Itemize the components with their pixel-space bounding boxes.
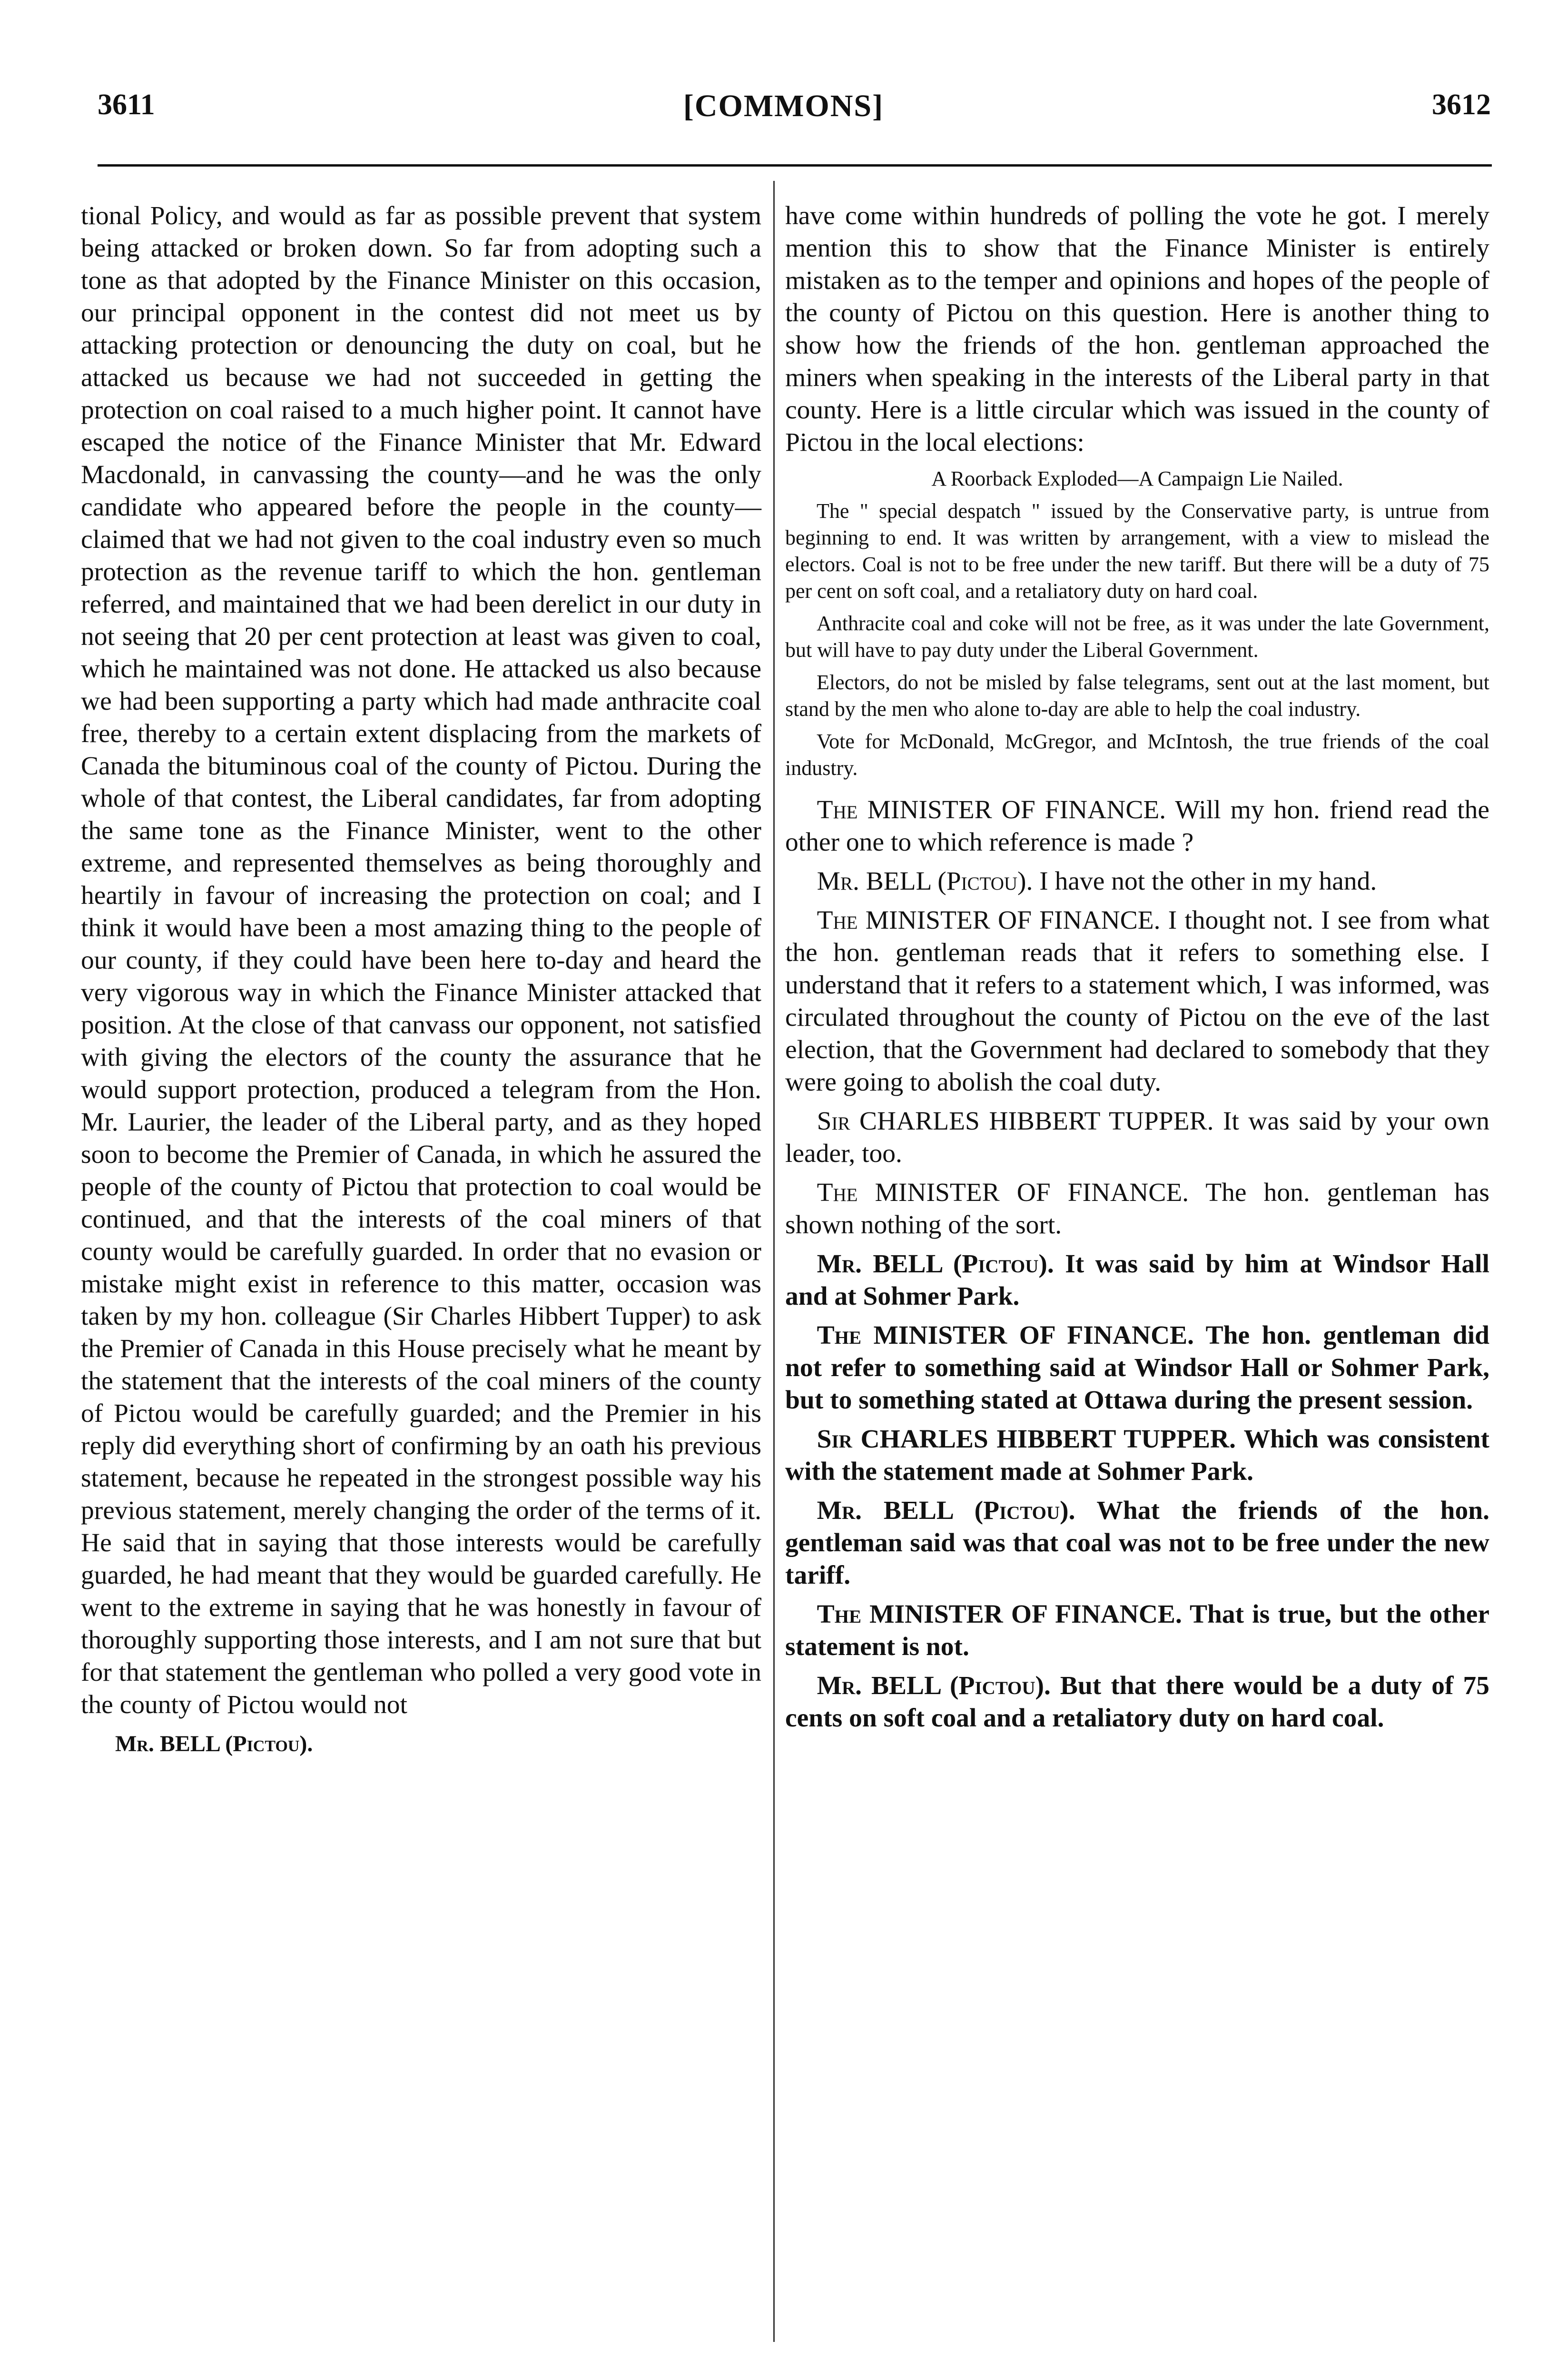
quote-paragraph-1: The " special despatch " issued by the Conservative party, is untrue from beginning to end. It was written by arrangement, with a view to mislead the electors. Coal is not to be free under the new tariff. But there will be a duty of 75 per cent on soft coal, and a retaliatory duty on hard coal. <box>785 499 1489 603</box>
speaker-name: Mr. BELL (Pictou). <box>817 1671 1051 1700</box>
speech-text: It was said by your own leader, too. <box>785 1107 1489 1168</box>
speech-text: Will my hon. friend read the other one to which reference is made ? <box>785 795 1489 857</box>
speech-text: But that there would be a duty of 75 cents on soft coal and a retaliatory duty on hard coal. <box>785 1671 1490 1733</box>
speech-text: The hon. gentleman did not refer to something said at Windsor Hall or Sohmer Park, but to something stated at Ottawa during the present session. <box>785 1321 1489 1415</box>
speech-3 <box>785 904 1489 1099</box>
speech-2 <box>785 865 1489 898</box>
column-divider <box>773 181 775 2342</box>
quote-title: A Roorback Exploded—A Campaign Lie Nailed. <box>931 467 1343 490</box>
speech-6 <box>785 1248 1489 1313</box>
circular-quote <box>785 466 1489 782</box>
left-column <box>81 200 761 1760</box>
left-paragraph-1: tional Policy, and would as far as possible prevent that system being attacked or broken down. So far from adopting such a tone as that adopted by the Finance Minister on this occasion, our principal opponent in the contest did not meet us by attacking protection or denouncing the duty on coal, but he attacked us because we had not succeeded in getting the protection on coal raised to a much higher point. It cannot have escaped the notice of the Finance Minister that Mr. Edward Macdonald, in canvassing the county—and he was the only candidate who appeared before the people in the county—claimed that we had not given to the coal industry even so much protection as the revenue tariff to which the hon. gentleman referred, and maintained that we had been derelict in our duty in not seeing that 20 per cent protection at least was given to coal, which he maintained was not done. He attacked us also because we had been supporting a party which had made anthracite coal free, thereby to a certain extent displacing from the markets of Canada the bituminous coal of the county of Pictou. During the whole of that contest, the Liberal candidates, far from adopting the same tone as the Finance Minister, went to the other extreme, and represented themselves as being thoroughly and heartily in favour of increasing the protection on coal; and I think it would have been a most amazing thing to the people of our county, if they could have been here to-day and heard the very vigorous way in which the Finance Minister attacked that position. At the close of that canvass our opponent, not satisfied with giving the electors of the county the assurance that he would support protection, produced a telegram from the Hon. Mr. Laurier, the leader of the Liberal party, and as they hoped soon to become the Premier of Canada, in which he assured the people of the county of Pictou that protection to coal would be continued, and that the interests of the coal miners of that county would be carefully guarded. In order that no evasion or mistake might exist in reference to this matter, occasion was taken by my hon. colleague (Sir Charles Hibbert Tupper) to ask the Premier of Canada in this House precisely what he meant by the statement that the interests of the coal miners of the county of Pictou would be carefully guarded; and the Premier in his reply did everything short of confirming by an oath his previous statement, because he repeated in the strongest possible way his previous statement, merely changing the order of the terms of it. He said that in saying that those interests would be carefully guarded, he had meant that they would be guarded carefully. He went to the extreme in saying that he was honestly in favour of thoroughly supporting those interests, and I am not sure that but for that statement the gentleman who polled a very good vote in the county of Pictou would not <box>81 201 761 1719</box>
page-number-right: 3612 <box>1432 89 1491 121</box>
speech-text: What the friends of the hon. gentleman said was that coal was not to be free under the new tariff. <box>785 1496 1490 1590</box>
speaker-name: Mr. BELL (Pictou). <box>817 867 1033 896</box>
right-paragraph-1: have come within hundreds of polling the vote he got. I merely mention this to show that the Finance Minister is entirely mistaken as to the temper and opinions and hopes of the people of the county of Pictou on this question. Here is another thing to show how the friends of the hon. gentleman approached the miners when speaking in the interests of the Liberal party in that county. Here is a little circular which was issued in the county of Pictou in the local elections: <box>785 201 1489 457</box>
speech-4 <box>785 1105 1489 1170</box>
speaker-name: The MINISTER OF FINANCE. <box>817 906 1161 935</box>
header-rule <box>98 164 1492 167</box>
page-number-left: 3611 <box>98 89 155 121</box>
speech-9 <box>785 1495 1489 1592</box>
right-column <box>785 200 1489 1741</box>
speech-7 <box>785 1319 1489 1417</box>
speech-5 <box>785 1177 1489 1241</box>
speech-text: I thought not. I see from what the hon. gentleman reads that it refers to something else. I understand that it refers to a statement which, I was informed, was circulated throughout the county of Pictou on the eve of the last election, that the Government had declared to somebody that they were going to abolish the coal duty. <box>785 906 1489 1097</box>
speech-text: The hon. gentleman has shown nothing of the sort. <box>785 1178 1489 1240</box>
speaker-name: Sir CHARLES HIBBERT TUPPER. <box>817 1425 1236 1454</box>
speech-1 <box>785 794 1489 859</box>
speaker-name: Mr. BELL (Pictou). <box>817 1496 1075 1525</box>
speaker-name: The MINISTER OF FINANCE. <box>817 1600 1182 1629</box>
speech-8 <box>785 1423 1489 1488</box>
speech-text: It was said by him at Windsor Hall and at Sohmer Park. <box>785 1250 1490 1311</box>
quote-paragraph-2: Anthracite coal and coke will not be free, as it was under the late Government, but will have to pay duty under the Liberal Government. <box>785 612 1489 662</box>
speech-text: Which was consistent with the statement made at Sohmer Park. <box>785 1425 1489 1486</box>
page-header <box>0 88 1567 140</box>
running-title: [COMMONS] <box>683 89 884 123</box>
speaker-name: The MINISTER OF FINANCE. <box>817 1321 1194 1350</box>
speech-10 <box>785 1598 1489 1663</box>
speaker-name: Mr. BELL (Pictou). <box>817 1250 1054 1279</box>
speech-text: I have not the other in my hand. <box>1039 867 1377 896</box>
quote-paragraph-4: Vote for McDonald, McGregor, and McIntosh, the true friends of the coal industry. <box>785 730 1489 780</box>
trailing-speaker: Mr. BELL (Pictou). <box>115 1731 313 1756</box>
speaker-name: Sir CHARLES HIBBERT TUPPER. <box>817 1107 1214 1136</box>
speech-text: That is true, but the other statement is not. <box>785 1600 1490 1661</box>
quote-paragraph-3: Electors, do not be misled by false telegrams, sent out at the last moment, but stand by the men who alone to-day are able to help the coal industry. <box>785 671 1489 721</box>
speaker-name: The MINISTER OF FINANCE. <box>817 795 1166 824</box>
speech-11 <box>785 1670 1489 1735</box>
speaker-name: The MINISTER OF FINANCE. <box>817 1178 1189 1207</box>
